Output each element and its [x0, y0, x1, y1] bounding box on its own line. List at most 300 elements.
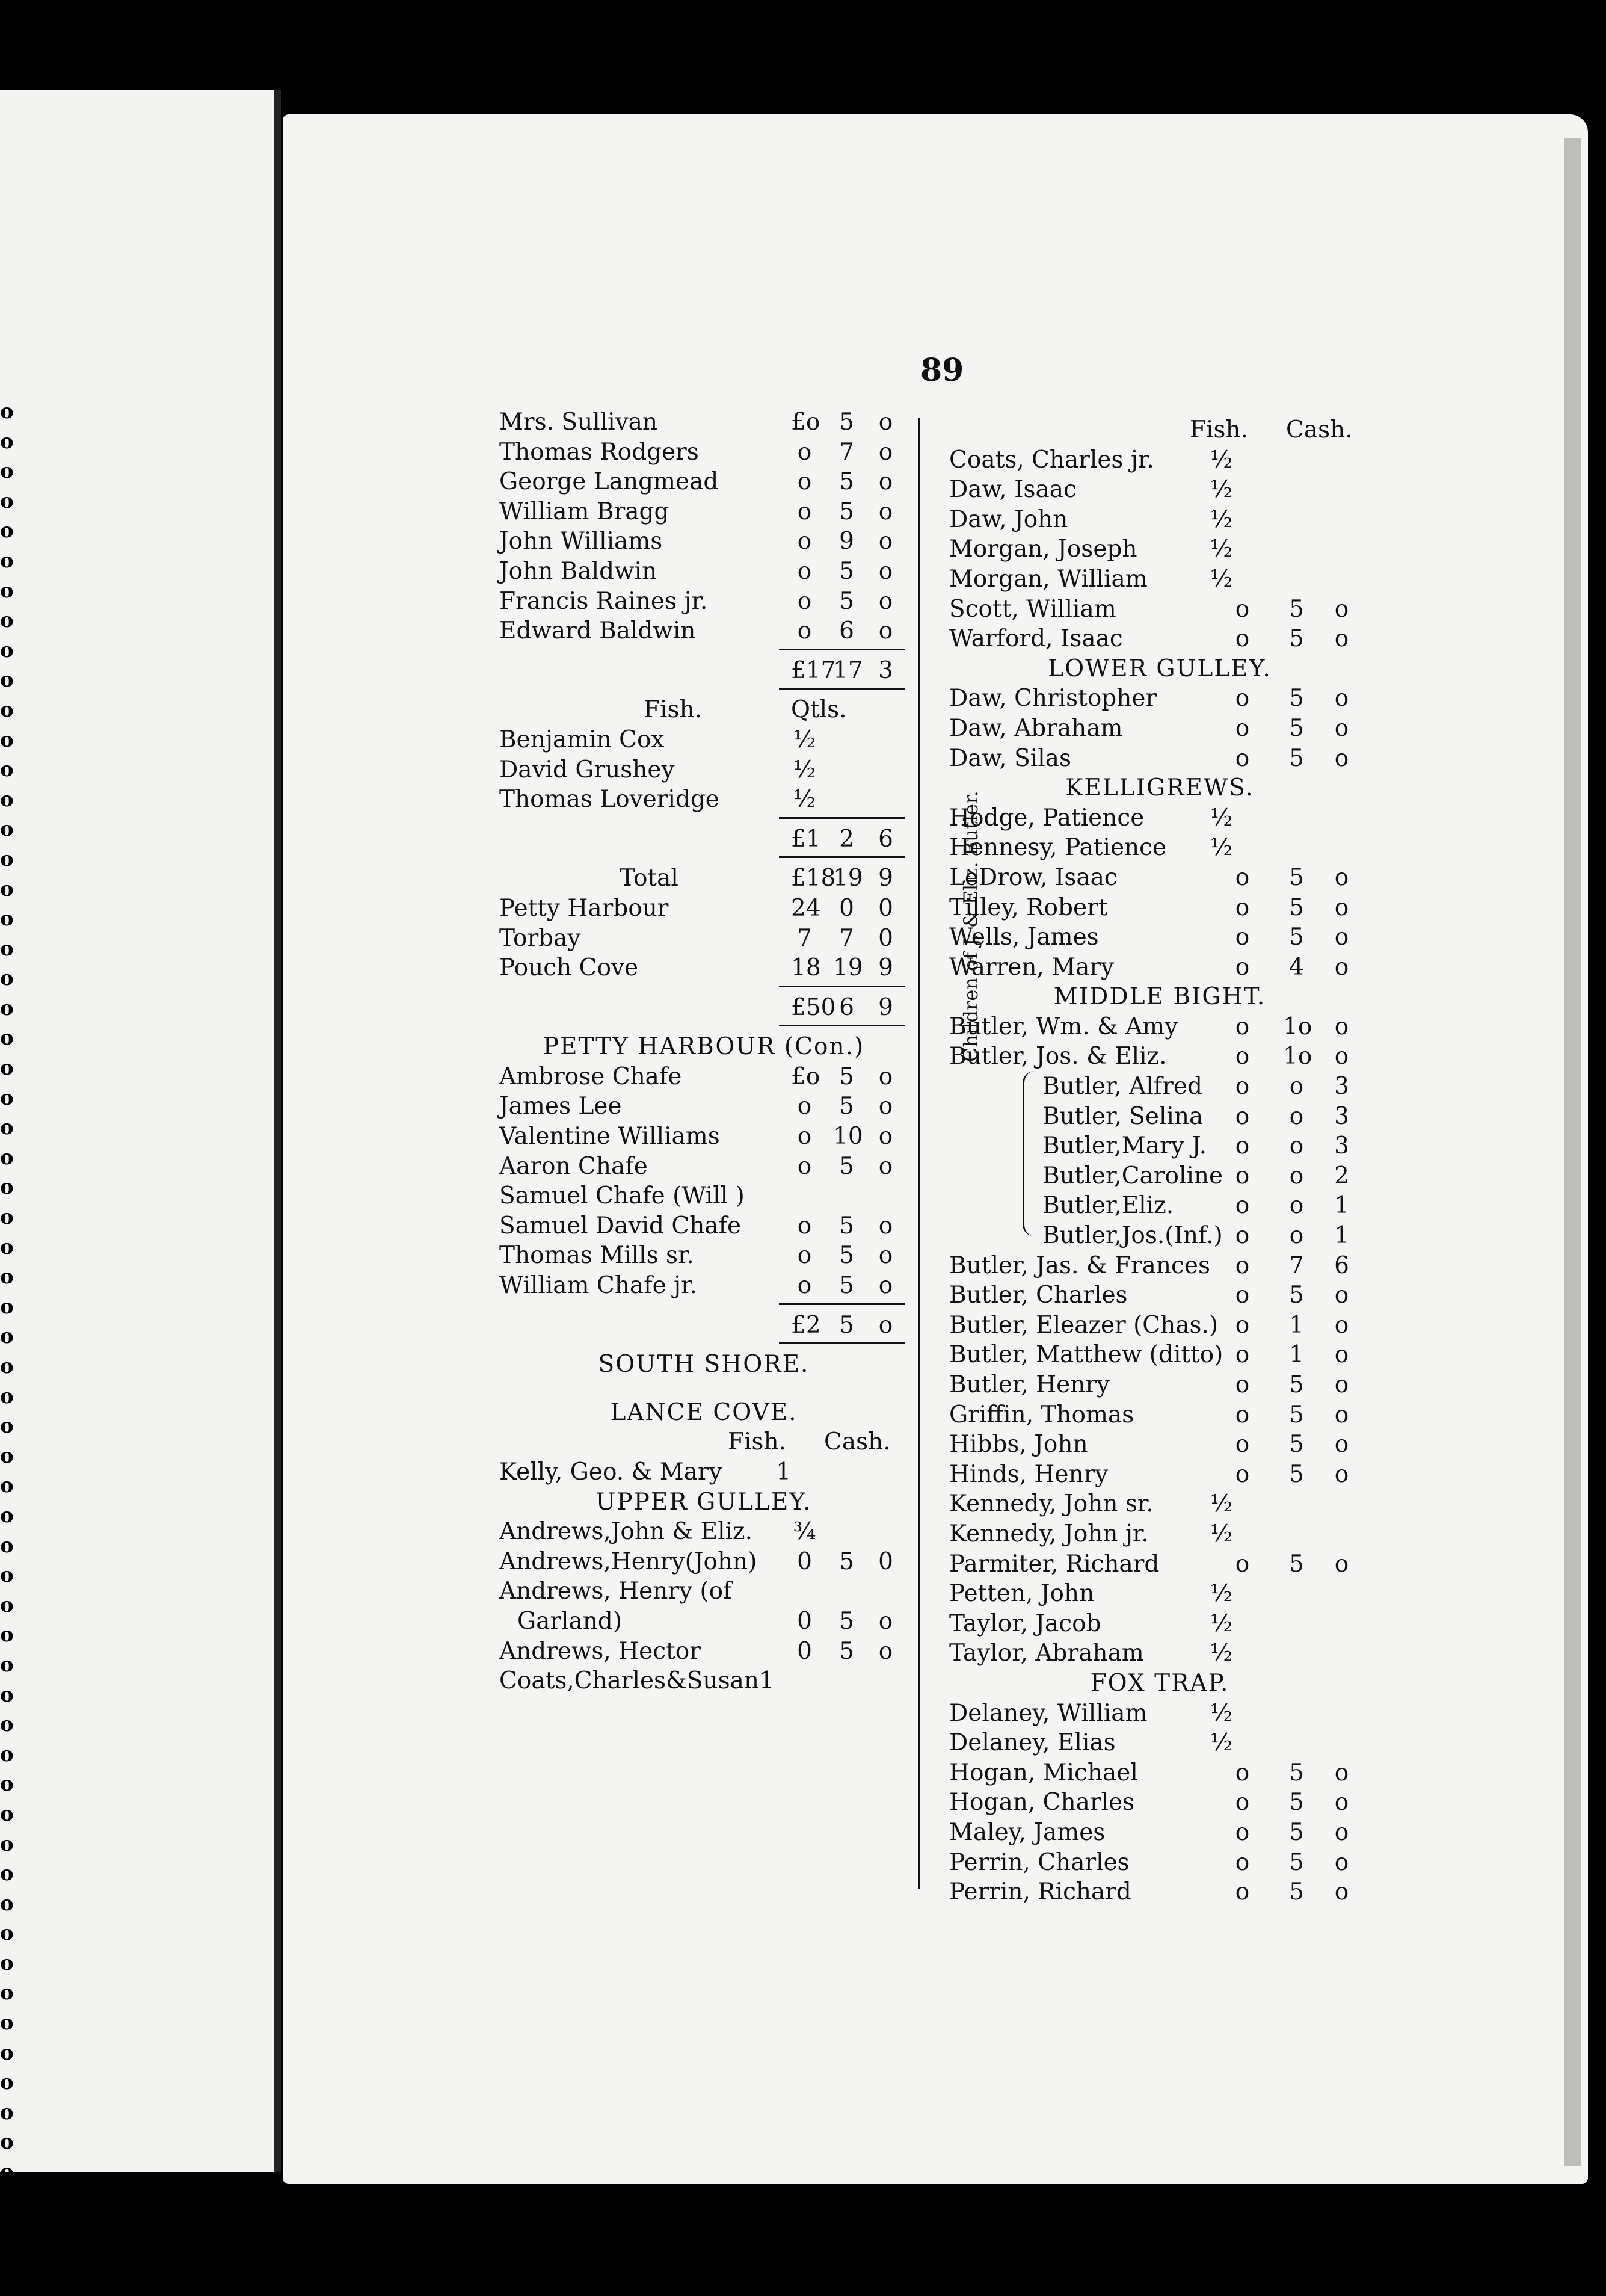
edge-mark: o	[0, 1354, 14, 1378]
edge-mark: o	[0, 1623, 14, 1647]
entry-name: Butler, Henry	[949, 1371, 1110, 1398]
total-rule	[779, 649, 905, 650]
total-c: 9	[878, 865, 893, 892]
ledger-row	[949, 1370, 1370, 1400]
entry-name: Butler,Eliz.	[1042, 1192, 1174, 1220]
amount-b: 5	[1289, 1550, 1304, 1578]
ledger-row	[499, 785, 908, 815]
ledger-row	[499, 1517, 908, 1547]
edge-mark: o	[0, 489, 14, 513]
amount-c: o	[1334, 1848, 1349, 1876]
amount-c: o	[878, 1272, 893, 1300]
entry-name: Butler,Mary J.	[1042, 1132, 1207, 1160]
amount-c: 9	[878, 954, 893, 982]
edge-mark: o	[0, 1652, 14, 1677]
amount-c: o	[878, 1242, 893, 1270]
amount-a: o	[1235, 1311, 1250, 1339]
amount-a: o	[1235, 1192, 1250, 1220]
edge-mark: o	[0, 1832, 14, 1856]
rule-row	[499, 1340, 908, 1350]
amount-c: 1	[1334, 1222, 1349, 1250]
entry-name: Warford, Isaac	[949, 625, 1123, 653]
amount-c: o	[1334, 714, 1349, 742]
section-heading: PETTY HARBOUR (Con.)	[543, 1033, 865, 1061]
entry-name: Butler,Caroline	[1042, 1162, 1223, 1190]
entry-name: William Bragg	[499, 498, 669, 525]
ledger-row	[949, 445, 1370, 475]
amount-c: o	[878, 1637, 893, 1665]
entry-name: LeDrow, Isaac	[949, 863, 1118, 891]
edge-mark: o	[0, 1056, 14, 1081]
amount-c: 3	[1334, 1073, 1349, 1100]
amount-b: 5	[839, 1637, 854, 1665]
rule-row	[499, 685, 908, 695]
total-b: 2	[839, 825, 854, 853]
amount-c: 2	[1334, 1162, 1349, 1190]
total-a: £18	[791, 865, 836, 892]
total-row	[499, 993, 908, 1023]
edge-mark: o	[0, 548, 14, 573]
edge-mark: o	[0, 2011, 14, 2035]
edge-mark: o	[0, 1324, 14, 1349]
amount-c: o	[1334, 1431, 1349, 1458]
amount-c: o	[1334, 1311, 1349, 1339]
entry-name: Butler, Wm. & Amy	[949, 1013, 1178, 1040]
amount-c: o	[878, 438, 893, 466]
amount-b: 5	[1289, 1282, 1304, 1309]
entry-name: Butler, Jos. & Eliz.	[949, 1043, 1167, 1070]
entry-name: Taylor, Abraham	[949, 1640, 1144, 1667]
ledger-row	[499, 953, 908, 983]
amount-c: o	[1334, 1401, 1349, 1428]
amount-c: 0	[878, 1548, 893, 1575]
amount-a: 18	[791, 954, 821, 982]
ledger-row	[949, 1519, 1370, 1549]
ledger-row	[949, 922, 1370, 952]
edge-mark: o	[0, 2160, 14, 2185]
amount-a: o	[1235, 1341, 1250, 1369]
entry-name: Valentine Williams	[499, 1123, 720, 1150]
entry-name: Butler, Alfred	[1042, 1073, 1202, 1100]
ledger-row	[949, 1758, 1370, 1788]
entry-name: Hennesy, Patience	[949, 834, 1167, 862]
ledger-row	[499, 557, 908, 587]
amount-b: 5	[1289, 1401, 1304, 1428]
amount-c: o	[878, 528, 893, 555]
edge-mark: o	[0, 578, 14, 603]
fish-qtls: ½	[1210, 1699, 1233, 1727]
edge-mark: o	[0, 2040, 14, 2065]
edge-mark: o	[0, 907, 14, 931]
section-heading: KELLIGREWS.	[1065, 774, 1254, 802]
edge-mark: o	[0, 936, 14, 961]
entry-name: Thomas Loveridge	[499, 786, 719, 813]
edge-mark: o	[0, 1593, 14, 1617]
left-column	[499, 407, 908, 1696]
fish-header	[499, 695, 908, 725]
amount-c: o	[1334, 1878, 1349, 1906]
amount-c: o	[878, 1212, 893, 1239]
edge-mark: o	[0, 817, 14, 842]
edge-mark: o	[0, 1265, 14, 1289]
heading-row	[499, 1398, 908, 1428]
entry-name: Hogan, Michael	[949, 1759, 1138, 1786]
amount-b: 0	[839, 894, 854, 922]
entry-name: Petty Harbour	[499, 894, 669, 922]
entry-name: Thomas Rodgers	[499, 438, 699, 466]
amount-c: o	[878, 1152, 893, 1180]
amount-a: £o	[791, 409, 820, 436]
amount-b: 4	[1289, 953, 1304, 981]
ledger-row	[499, 1637, 908, 1667]
ledger-row	[949, 714, 1370, 744]
amount-b: 1o	[1283, 1013, 1312, 1040]
heading-row	[949, 1668, 1370, 1699]
amount-b: 10	[833, 1123, 863, 1150]
amount-b: 5	[1289, 1789, 1304, 1816]
amount-a: o	[797, 438, 812, 466]
edge-mark: o	[0, 1862, 14, 1886]
amount-a: o	[1235, 1818, 1250, 1846]
edge-mark: o	[0, 2130, 14, 2155]
amount-c: o	[878, 557, 893, 585]
ledger-row	[949, 594, 1370, 625]
ledger-row	[949, 1340, 1370, 1370]
amount-b: 5	[839, 468, 854, 496]
entry-name: Hodge, Patience	[949, 804, 1145, 832]
amount-b: 5	[839, 557, 854, 585]
section-heading: SOUTH SHORE.	[598, 1351, 810, 1378]
total-b: 17	[833, 656, 863, 684]
amount-a: £o	[791, 1063, 820, 1090]
ledger-row	[499, 755, 908, 785]
entry-name: Tilley, Robert	[949, 893, 1108, 921]
edge-mark: o	[0, 400, 14, 424]
entry-name: Edward Baldwin	[499, 617, 696, 645]
fish-qtls: ½	[793, 756, 816, 783]
entry-name: Hogan, Charles	[949, 1789, 1135, 1816]
amount-a: o	[1235, 924, 1250, 951]
heading-row	[949, 982, 1370, 1012]
amount-b: 1	[1289, 1311, 1304, 1339]
entry-name: Butler, Jas. & Frances	[949, 1251, 1210, 1279]
amount-c: o	[1334, 1818, 1349, 1846]
edge-mark: o	[0, 1772, 14, 1797]
amount-a: o	[797, 1152, 812, 1180]
amount-b: 5	[839, 1607, 854, 1635]
amount-b: o	[1289, 1222, 1304, 1250]
amount-c: o	[878, 498, 893, 525]
heading-row	[949, 773, 1370, 803]
amount-c: 0	[878, 924, 893, 952]
rule-row	[499, 854, 908, 863]
entry-name: Butler, Matthew (ditto)	[949, 1341, 1223, 1369]
ledger-row	[949, 624, 1370, 654]
amount-c: o	[1334, 595, 1349, 623]
fish-qtls: ½	[1210, 1580, 1233, 1608]
ledger-row	[499, 1211, 908, 1241]
ledger-row	[499, 497, 908, 527]
entry-name: Thomas Mills sr.	[499, 1242, 694, 1270]
amount-a: o	[1235, 1162, 1250, 1190]
entry-name: Andrews, Hector	[499, 1637, 701, 1665]
entry-name: Andrews, Henry (of	[499, 1578, 732, 1605]
ledger-row	[949, 1460, 1370, 1490]
ledger-row	[949, 1012, 1370, 1042]
entry-name: Griffin, Thomas	[949, 1401, 1134, 1428]
ledger-row	[949, 475, 1370, 505]
amount-c: 3	[1334, 1132, 1349, 1160]
ledger-row	[499, 467, 908, 497]
total-c: 3	[878, 656, 893, 684]
amount-a: o	[1235, 1073, 1250, 1100]
amount-c: o	[1334, 1043, 1349, 1070]
amount-a: o	[797, 1123, 812, 1150]
amount-c: o	[1334, 1371, 1349, 1398]
amount-a: o	[1235, 1132, 1250, 1160]
ledger-row	[949, 744, 1370, 774]
amount-a: o	[1235, 1251, 1250, 1279]
entry-name: Perrin, Richard	[949, 1878, 1131, 1906]
heading-row	[499, 1487, 908, 1517]
entry-name: Kelly, Geo. & Mary	[499, 1458, 722, 1486]
amount-b: 5	[1289, 685, 1304, 712]
ledger-row	[949, 803, 1370, 833]
entry-name: Garland)	[517, 1607, 623, 1635]
cash-label: Cash.	[1286, 416, 1353, 443]
ledger-row	[949, 1131, 1370, 1161]
amount-a: o	[797, 1212, 812, 1239]
amount-a: o	[797, 1272, 812, 1300]
amount-a: 0	[797, 1637, 812, 1665]
total-row	[499, 656, 908, 686]
amount-a: 7	[797, 924, 812, 952]
edge-mark: o	[0, 2100, 14, 2125]
rule-row	[499, 646, 908, 656]
right-column	[949, 415, 1370, 1907]
total-a: £17	[791, 656, 836, 684]
amount-c: o	[1334, 953, 1349, 981]
edge-mark: o	[0, 1384, 14, 1409]
edge-mark: o	[0, 1145, 14, 1170]
amount-c: o	[1334, 1460, 1349, 1488]
amount-c: o	[1334, 1550, 1349, 1578]
total-a: £1	[791, 825, 821, 853]
entry-name: David Grushey	[499, 756, 675, 783]
ledger-row	[949, 684, 1370, 714]
amount-b: 5	[1289, 1848, 1304, 1876]
edge-mark: o	[0, 697, 14, 722]
entry-name: Wells, James	[949, 924, 1099, 951]
ledger-row	[499, 1122, 908, 1152]
amount-a: o	[1235, 685, 1250, 712]
fish-qtls: ½	[1210, 1490, 1233, 1518]
fish-qtls: ½	[1210, 1640, 1233, 1667]
page-edge	[1564, 138, 1581, 2166]
amount-c: o	[1334, 1789, 1349, 1816]
amount-a: o	[1235, 1371, 1250, 1398]
edge-mark: o	[0, 727, 14, 752]
amount-a: o	[797, 617, 812, 645]
entry-name: George Langmead	[499, 468, 719, 496]
total-row	[499, 1310, 908, 1341]
ledger-row	[499, 616, 908, 646]
ledger-row	[949, 564, 1370, 594]
amount-b: 9	[839, 528, 854, 555]
amount-b: 5	[839, 1212, 854, 1239]
ledger-row	[499, 1091, 908, 1122]
amount-b: 5	[1289, 714, 1304, 742]
edge-mark: o	[0, 638, 14, 662]
amount-c: o	[878, 587, 893, 615]
amount-a: o	[797, 1242, 812, 1270]
total-b: 6	[839, 993, 854, 1021]
total-rule	[779, 1025, 905, 1026]
edge-mark: o	[0, 459, 14, 484]
amount-b: 7	[839, 438, 854, 466]
ledger-row	[499, 1241, 908, 1271]
ledger-row	[949, 1221, 1370, 1251]
entry-name: John Baldwin	[499, 557, 657, 585]
total-a: £2	[791, 1311, 821, 1339]
children-brace	[1023, 1071, 1039, 1236]
amount-b: 19	[833, 954, 863, 982]
amount-c: 3	[1334, 1102, 1349, 1130]
fish-qtls: ½	[1210, 505, 1233, 533]
entry-name: Coats, Charles jr.	[949, 446, 1154, 474]
amount-b: 5	[839, 1093, 854, 1120]
amount-c: o	[1334, 863, 1349, 891]
amount-a: o	[797, 528, 812, 555]
ledger-row	[499, 1181, 908, 1211]
amount-c: o	[1334, 893, 1349, 921]
rule-row	[499, 1022, 908, 1032]
spacer	[499, 1380, 908, 1398]
ledger-row	[949, 833, 1370, 863]
total-a: £50	[791, 993, 836, 1021]
fish-cash-header	[949, 415, 1370, 445]
amount-a: o	[1235, 863, 1250, 891]
entry-name: Parmiter, Richard	[949, 1550, 1160, 1578]
amount-b: 5	[1289, 744, 1304, 772]
entry-name: William Chafe jr.	[499, 1272, 697, 1300]
amount-c: o	[878, 1063, 893, 1090]
edge-mark: o	[0, 1533, 14, 1558]
entry-name: Delaney, Elias	[949, 1729, 1116, 1757]
ledger-row	[949, 1191, 1370, 1221]
edge-mark: o	[0, 1085, 14, 1110]
heading-row	[949, 654, 1370, 684]
amount-a: o	[797, 587, 812, 615]
fish-qtls: ½	[1210, 1729, 1233, 1757]
amount-b: 1o	[1283, 1043, 1312, 1070]
total-rule	[779, 688, 905, 690]
ledger-row	[949, 1848, 1370, 1878]
amount-b: 5	[839, 1063, 854, 1090]
amount-c: o	[1334, 1759, 1349, 1786]
amount-c: o	[1334, 1282, 1349, 1309]
entry-name: Coats,Charles&Susan1	[499, 1667, 774, 1695]
ledger-row	[499, 1152, 908, 1182]
ledger-row	[949, 1400, 1370, 1430]
ledger-row	[949, 1699, 1370, 1729]
edge-mark: o	[0, 668, 14, 693]
amount-a: o	[1235, 1401, 1250, 1428]
ledger-row	[949, 863, 1370, 893]
ledger-row	[949, 1102, 1370, 1132]
rule-row	[499, 983, 908, 993]
amount-a: o	[1235, 1013, 1250, 1040]
entry-name: Scott, William	[949, 595, 1116, 623]
amount-b: 5	[1289, 1818, 1304, 1846]
fish-label: Fish.	[644, 696, 703, 724]
entry-name: Maley, James	[949, 1818, 1106, 1846]
amount-b: 5	[1289, 1431, 1304, 1458]
amount-b: 5	[1289, 1759, 1304, 1786]
amount-a: o	[1235, 1282, 1250, 1309]
amount-b: 7	[839, 924, 854, 952]
ledger-row	[949, 1042, 1370, 1072]
ledger-row	[949, 534, 1370, 564]
amount-c: o	[1334, 924, 1349, 951]
entry-name: Petten, John	[949, 1580, 1095, 1608]
fish-qtls: ½	[793, 786, 816, 813]
qtls-label: Qtls.	[791, 696, 847, 724]
heading-row	[499, 1350, 908, 1380]
entry-name: Ambrose Chafe	[499, 1063, 682, 1090]
total-rule	[779, 986, 905, 987]
amount-c: 0	[878, 894, 893, 922]
amount-b: 7	[1289, 1251, 1304, 1279]
ledger-row	[949, 1310, 1370, 1341]
fish-qtls: ½	[1210, 1609, 1233, 1637]
ledger-row	[949, 1072, 1370, 1102]
entry-name: Kennedy, John sr.	[949, 1490, 1154, 1518]
ledger-row	[949, 1818, 1370, 1848]
amount-c: o	[1334, 625, 1349, 653]
amount-c: o	[878, 1607, 893, 1635]
rule-row	[499, 1301, 908, 1310]
fish-label: Fish.	[728, 1428, 787, 1456]
ledger-row	[949, 1788, 1370, 1818]
amount-a: o	[1235, 1550, 1250, 1578]
amount-a: o	[797, 498, 812, 525]
edge-mark: o	[0, 1294, 14, 1319]
entry-name: Torbay	[499, 924, 581, 952]
edge-mark: o	[0, 847, 14, 871]
heading-row	[499, 1032, 908, 1062]
amount-a: o	[797, 557, 812, 585]
entry-name: Benjamin Cox	[499, 726, 665, 753]
edge-mark: o	[0, 519, 14, 543]
edge-mark: o	[0, 1951, 14, 1975]
total-row	[499, 863, 908, 893]
cash-label: Cash.	[824, 1428, 891, 1456]
column-divider	[918, 418, 920, 1889]
ledger-row	[499, 587, 908, 617]
entry-name: Morgan, Joseph	[949, 535, 1137, 563]
entry-name: Butler, Selina	[1042, 1102, 1204, 1130]
amount-a: o	[1235, 1759, 1250, 1786]
ledger-row	[949, 1579, 1370, 1609]
amount-c: o	[878, 617, 893, 645]
ledger-row	[949, 952, 1370, 983]
entry-name: Daw, John	[949, 505, 1068, 533]
section-heading: MIDDLE BIGHT.	[1053, 983, 1266, 1011]
amount-b: 1	[1289, 1341, 1304, 1369]
children-label: Children of J. & Eliz. Butler.	[959, 791, 982, 1062]
entry-name: Kennedy, John jr.	[949, 1520, 1149, 1548]
